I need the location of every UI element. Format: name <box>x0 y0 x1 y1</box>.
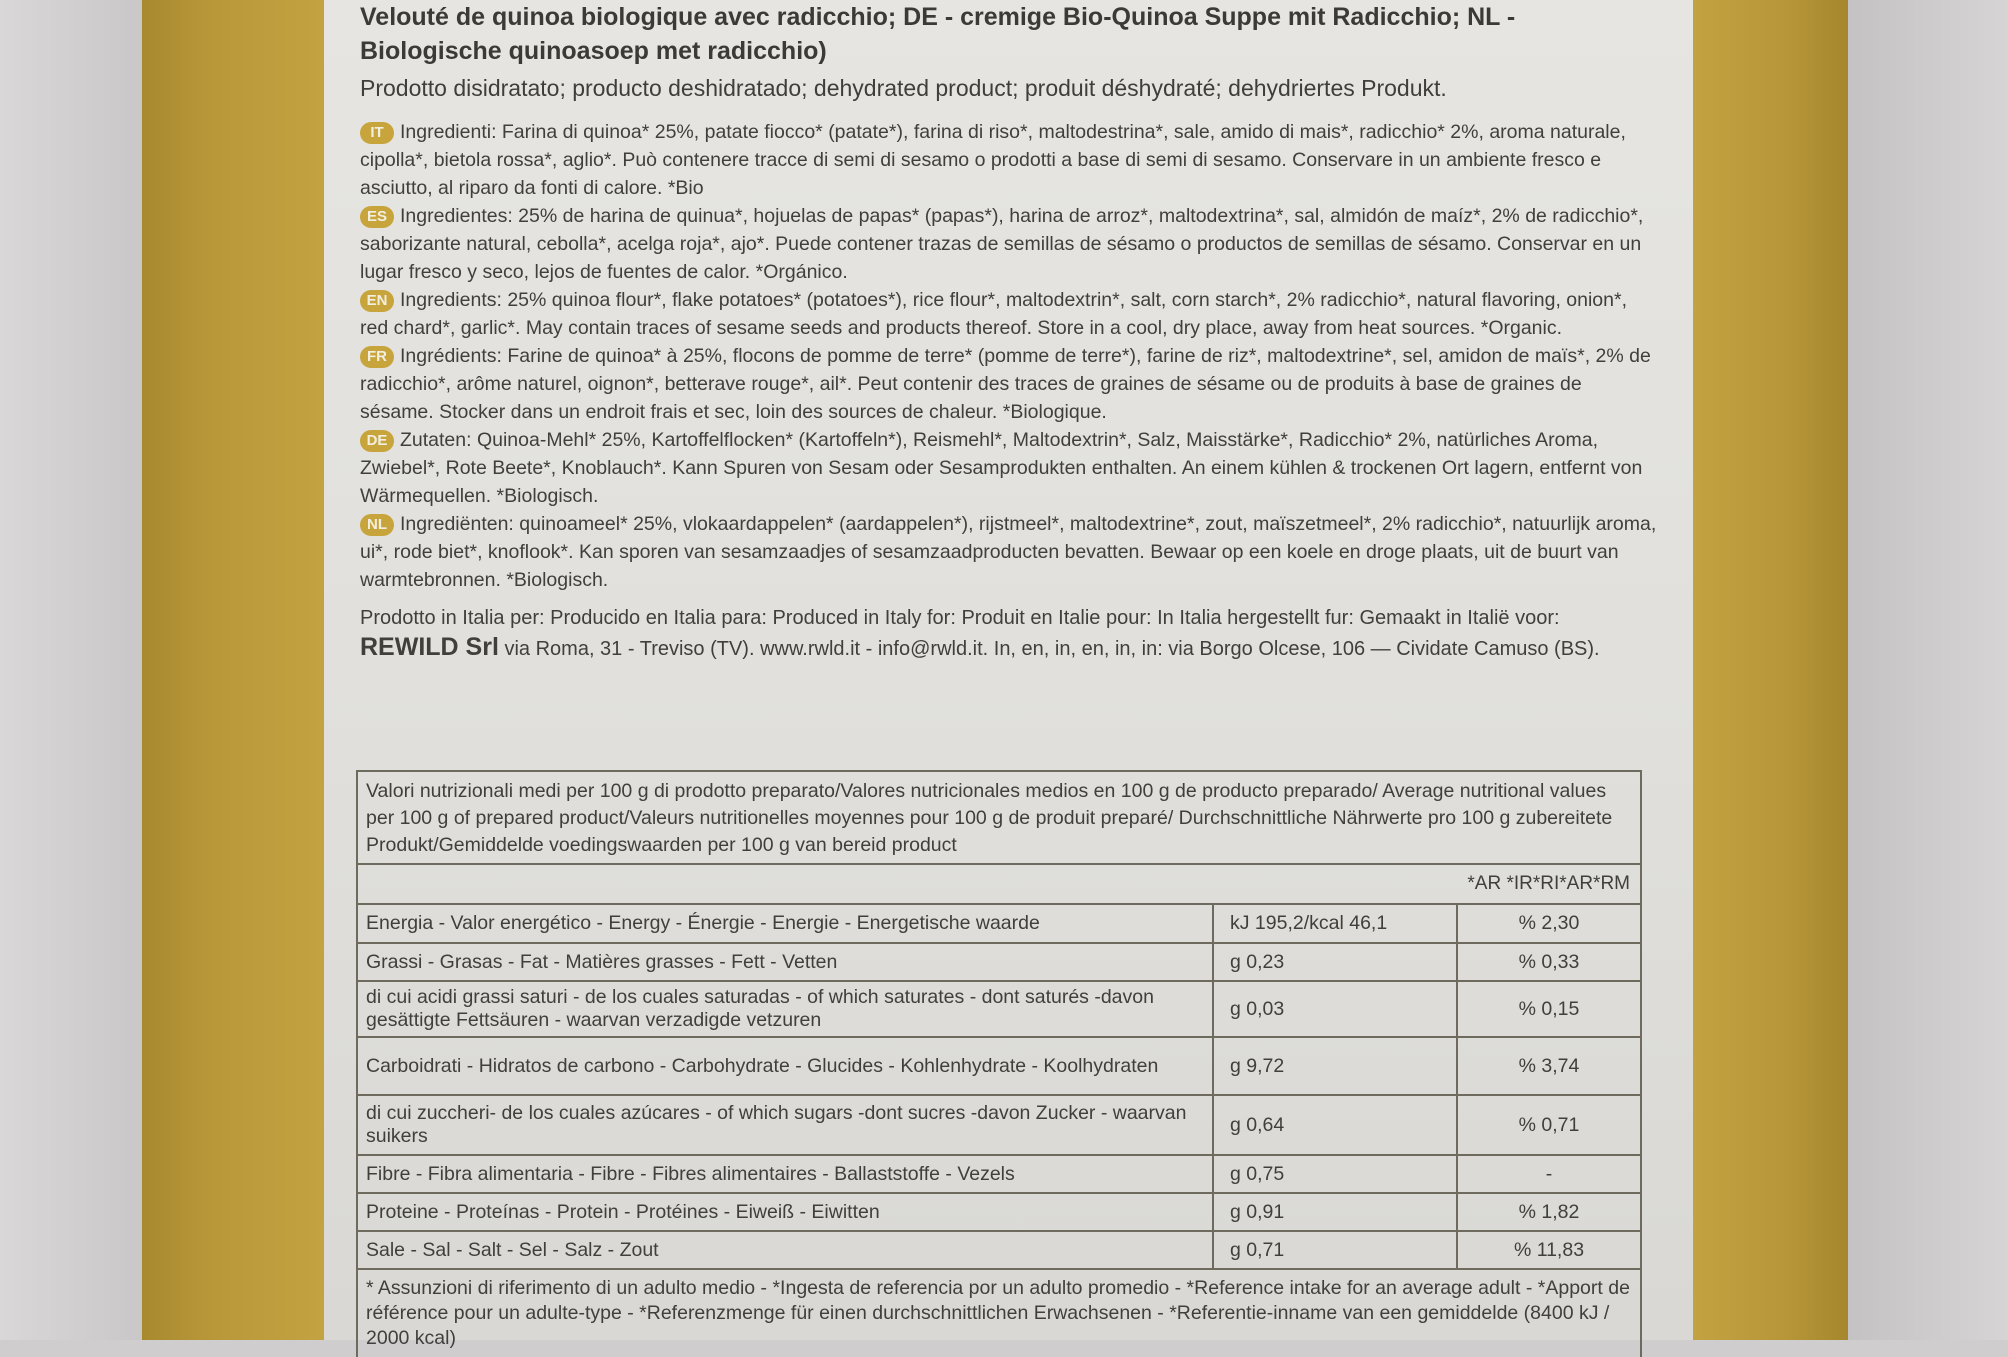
nutrient-value: g 0,23 <box>1213 943 1457 981</box>
language-badge-nl: NL <box>360 514 394 536</box>
nutrient-name: Grassi - Grasas - Fat - Matières grasses - Fett - Vetten <box>358 943 1213 981</box>
nutrient-name: Proteine - Proteínas - Protein - Protéines - Eiweiß - Eiwitten <box>358 1193 1213 1231</box>
ingredients-fr <box>360 342 1660 426</box>
ingredients-de <box>360 426 1660 510</box>
table-row <box>358 1193 1640 1231</box>
brand-name: REWILD Srl <box>360 633 499 661</box>
nutrient-value: g 0,75 <box>1213 1155 1457 1193</box>
language-badge-it: IT <box>360 122 394 144</box>
nutrient-name: Sale - Sal - Salt - Sel - Salz - Zout <box>358 1231 1213 1269</box>
language-badge-es: ES <box>360 206 394 228</box>
background-left <box>0 0 142 1340</box>
background-right <box>1848 0 2008 1340</box>
reference-intake-label: *AR *IR*RI*AR*RM <box>1467 873 1630 894</box>
table-row <box>358 905 1640 943</box>
table-row <box>358 981 1640 1037</box>
ingredients-it <box>360 118 1660 202</box>
product-type: Prodotto disidratato; producto deshidratado; dehydrated product; produit déshydraté; dehydriertes Produkt. <box>360 75 1447 101</box>
ingredients-text-en: Ingredients: 25% quinoa flour*, flake potatoes* (potatoes*), rice flour*, maltodextrin*, salt, corn starch*, 2% radicchio*, natural flavoring, onion*, red chard*, garlic*. May contain traces of sesame seeds and products thereof. Store in a cool, dry place, away from heat sources. *Organic. <box>360 289 1627 339</box>
table-row <box>358 1231 1640 1269</box>
nutrient-ri: % 0,33 <box>1457 943 1640 981</box>
nutrient-value: kJ 195,2/kcal 46,1 <box>1213 905 1457 943</box>
nutrient-ri: % 11,83 <box>1457 1231 1640 1269</box>
nutrition-rows <box>358 905 1640 1270</box>
ingredients-text-it: Ingredienti: Farina di quinoa* 25%, patate fiocco* (patate*), farina di riso*, maltodestrina*, sale, amido di mais*, radicchio* 2%, aroma naturale, cipolla*, bietola rossa*, aglio*. Può contenere tracce di semi di sesamo o prodotti a base di semi di sesamo. Conservare in un ambiente fresco e asciutto, al riparo da fonti di calore. *Bio <box>360 121 1626 199</box>
ingredients-en <box>360 286 1660 342</box>
producer-info <box>360 604 1660 664</box>
nutrient-value: g 0,91 <box>1213 1193 1457 1231</box>
nutrition-header: Valori nutrizionali medi per 100 g di prodotto preparato/Valores nutricionales medios en 100 g de producto preparado/ Average nutritional values per 100 g of prepared product/Valeurs nutritionelles moyennes pour 100 g de produit preparé/ Durchschnittliche Nährwerte pro 100 g zubereitete Produkt/Gemiddelde voedingswaarden per 100 g van bereid product <box>358 772 1640 865</box>
ingredients-text-fr: Ingrédients: Farine de quinoa* à 25%, flocons de pomme de terre* (pomme de terre*), farine de riz*, maltodextrine*, sel, amidon de maïs*, 2% de radicchio*, arôme naturel, oignon*, betterave rouge*, ail*. Peut contenir des traces de graines de sésame ou de produits à base de graines de sésame. Stocker dans un endroit frais et sec, loin des sources de chaleur. *Biologique. <box>360 345 1651 423</box>
table-row <box>358 943 1640 981</box>
ingredients-text-nl: Ingrediënten: quinoameel* 25%, vlokaardappelen* (aardappelen*), rijstmeel*, maltodextrine*, zout, maïszetmeel*, 2% radicchio*, natuurlijk aroma, ui*, rode biet*, knoflook*. Kan sporen van sesamzaadjes of sesamzaadproducten bevatten. Bewaar op een koele en droge plaats, uit de buurt van warmtebronnen. *Biologisch. <box>360 513 1657 591</box>
nutrient-ri: % 2,30 <box>1457 905 1640 943</box>
nutrient-value: g 9,72 <box>1213 1037 1457 1095</box>
ingredients-es <box>360 202 1660 286</box>
ingredients-text-es: Ingredientes: 25% de harina de quinua*, hojuelas de papas* (papas*), harina de arroz*, maltodextrina*, sal, almidón de maíz*, 2% de radicchio*, saborizante natural, cebolla*, acelga roja*, ajo*. Puede contener trazas de semillas de sésamo o productos de semillas de sésamo. Conservar en un lugar fresco y seco, lejos de fuentes de calor. *Orgánico. <box>360 205 1644 283</box>
table-row <box>358 1155 1640 1193</box>
nutrient-value: g 0,03 <box>1213 981 1457 1037</box>
producer-address: via Roma, 31 - Treviso (TV). www.rwld.it - info@rwld.it. In, en, in, en, in, in: via Borgo Olcese, 106 — Cividate Camuso (BS). <box>504 638 1600 660</box>
nutrient-ri: - <box>1457 1155 1640 1193</box>
nutrient-value: g 0,71 <box>1213 1231 1457 1269</box>
nutrient-ri: % 0,15 <box>1457 981 1640 1037</box>
nutrition-table <box>356 770 1642 1357</box>
ingredients-text-de: Zutaten: Quinoa-Mehl* 25%, Kartoffelflocken* (Kartoffeln*), Reismehl*, Maltodextrin*, Salz, Maisstärke*, Radicchio* 2%, natürliches Aroma, Zwiebel*, Rote Beete*, Knoblauch*. Kann Spuren von Sesam oder Sesamprodukten enthalten. An einem kühlen & trockenen Ort lagern, entfernt von Wärmequellen. *Biologisch. <box>360 429 1643 507</box>
nutrient-name: di cui acidi grassi saturi - de los cuales saturadas - of which saturates - dont saturés -davon gesättigte Fettsäuren - waarvan verzadigde vetzuren <box>358 981 1213 1037</box>
language-badge-fr: FR <box>360 346 394 368</box>
nutrient-name: Fibre - Fibra alimentaria - Fibre - Fibres alimentaires - Ballaststoffe - Vezels <box>358 1155 1213 1193</box>
kraft-paper-left <box>142 0 324 1340</box>
kraft-paper-right <box>1693 0 1848 1340</box>
language-badge-en: EN <box>360 290 394 312</box>
table-row <box>358 1095 1640 1155</box>
ingredients-nl <box>360 510 1660 594</box>
table-row <box>358 1037 1640 1095</box>
nutrient-ri: % 0,71 <box>1457 1095 1640 1155</box>
producer-prefix: Prodotto in Italia per: Producido en Italia para: Produced in Italy for: Produit en Italie pour: In Italia hergestellt fur: Gemaakt in Italië voor: <box>360 607 1560 629</box>
reference-intake-row <box>358 865 1640 905</box>
nutrient-ri: % 3,74 <box>1457 1037 1640 1095</box>
nutrient-ri: % 1,82 <box>1457 1193 1640 1231</box>
nutrient-name: di cui zuccheri- de los cuales azúcares - of which sugars -dont sucres -davon Zucker - waarvan suikers <box>358 1095 1213 1155</box>
nutrient-name: Carboidrati - Hidratos de carbono - Carbohydrate - Glucides - Kohlenhydrate - Koolhydraten <box>358 1037 1213 1095</box>
nutrient-name: Energia - Valor energético - Energy - Énergie - Energie - Energetische waarde <box>358 905 1213 943</box>
nutrient-value: g 0,64 <box>1213 1095 1457 1155</box>
reference-intake-footnote: * Assunzioni di riferimento di un adulto medio - *Ingesta de referencia por un adulto promedio - *Reference intake for an average adult - *Apport de référence pour un adulte-type - *Referenzmenge für einen durchschnittlichen Erwachsenen - *Referentie-inname van een gemiddelde (8400 kJ / 2000 kcal) <box>366 1277 1630 1349</box>
product-title: Velouté de quinoa biologique avec radicchio; DE - cremige Bio-Quinoa Suppe mit Radicchio; NL - Biologische quinoasoep met radicchio) <box>360 3 1516 65</box>
language-badge-de: DE <box>360 430 394 452</box>
label-content <box>360 0 1660 664</box>
ingredient-list <box>360 118 1660 594</box>
